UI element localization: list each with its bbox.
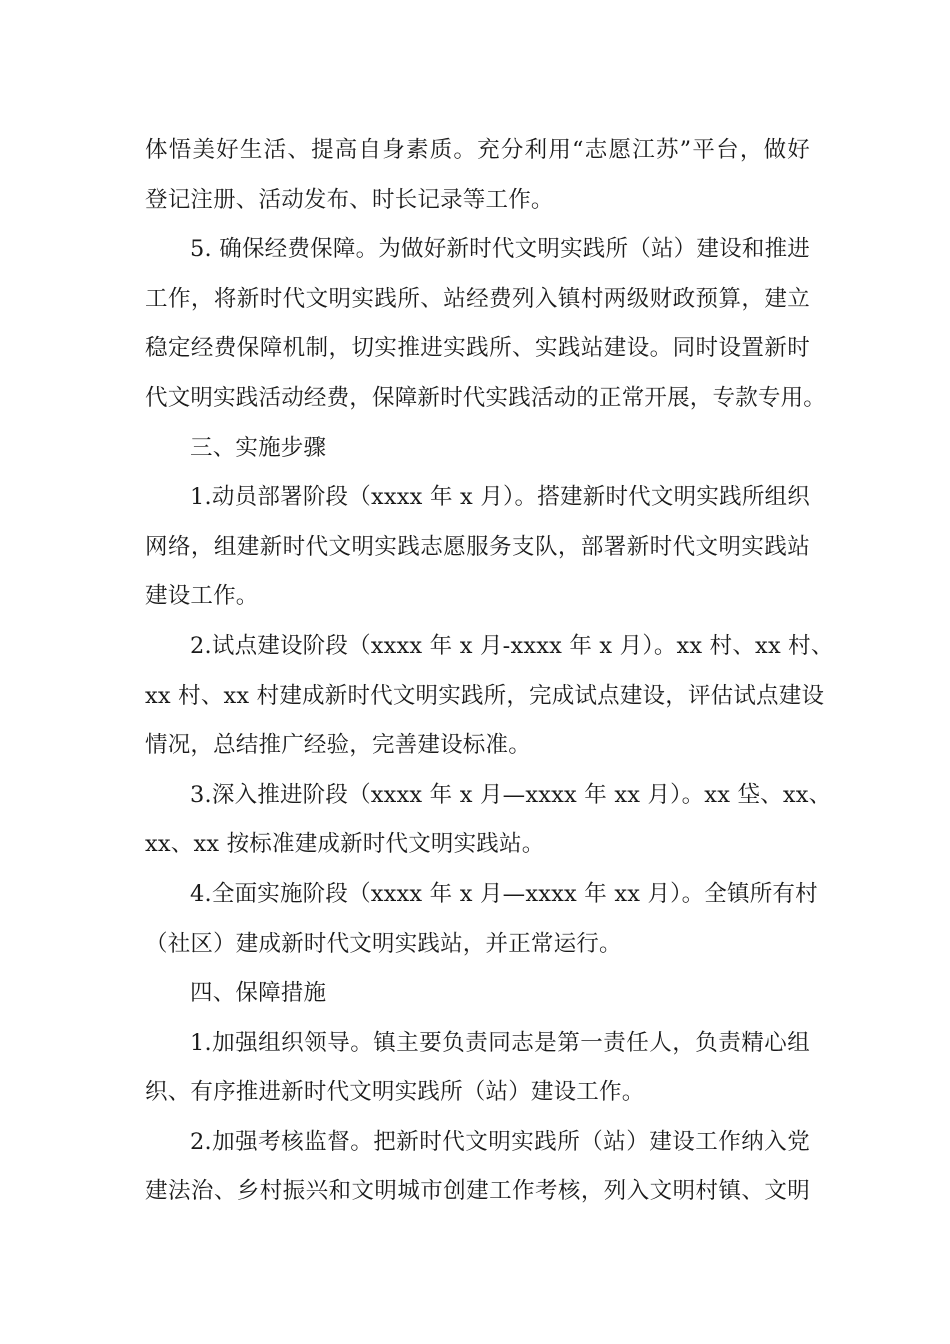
document-body xyxy=(145,126,834,1217)
text-line: 1.动员部署阶段（xxxx 年 x 月）。搭建新时代文明实践所组织 xyxy=(190,484,810,511)
text-line: 三、实施步骤 xyxy=(190,434,327,461)
text-line: 稳定经费保障机制，切实推进实践所、实践站建设。同时设置新时 xyxy=(145,335,810,362)
text-line: 登记注册、活动发布、时长记录等工作。 xyxy=(145,186,554,213)
text-line: 代文明实践活动经费，保障新时代实践活动的正常开展，专款专用。 xyxy=(145,384,827,411)
text-line: 2.试点建设阶段（xxxx 年 x 月-xxxx 年 x 月）。xx 村、xx 村、 xyxy=(190,632,834,659)
text-line: 4.全面实施阶段（xxxx 年 x 月—xxxx 年 xx 月）。全镇所有村 xyxy=(190,880,818,907)
text-line: 5. 确保经费保障。为做好新时代文明实践所（站）建设和推进 xyxy=(190,236,810,263)
text-line: 3.深入推进阶段（xxxx 年 x 月—xxxx 年 xx 月）。xx 垈、xx、 xyxy=(190,781,832,808)
text-line: 建设工作。 xyxy=(145,583,259,610)
text-line: 织、有序推进新时代文明实践所（站）建设工作。 xyxy=(145,1079,645,1106)
text-line: 工作，将新时代文明实践所、站经费列入镇村两级财政预算，建立 xyxy=(145,285,810,312)
text-line: 体悟美好生活、提高自身素质。充分利用“志愿江苏”平台，做好 xyxy=(145,137,810,163)
text-line: xx、xx 按标准建成新时代文明实践站。 xyxy=(145,831,545,858)
text-line: 四、保障措施 xyxy=(190,980,327,1007)
text-line: 2.加强考核监督。把新时代文明实践所（站）建设工作纳入党 xyxy=(190,1128,810,1155)
text-line: 网络，组建新时代文明实践志愿服务支队，部署新时代文明实践站 xyxy=(145,533,810,560)
text-line: 1.加强组织领导。镇主要负责同志是第一责任人，负责精心组 xyxy=(190,1029,810,1056)
text-line: xx 村、xx 村建成新时代文明实践所，完成试点建设，评估试点建设 xyxy=(145,682,825,709)
text-line: 情况，总结推广经验，完善建设标准。 xyxy=(145,732,531,759)
text-line: （社区）建成新时代文明实践站，并正常运行。 xyxy=(145,930,622,957)
text-line: 建法治、乡村振兴和文明城市创建工作考核，列入文明村镇、文明 xyxy=(145,1178,810,1205)
